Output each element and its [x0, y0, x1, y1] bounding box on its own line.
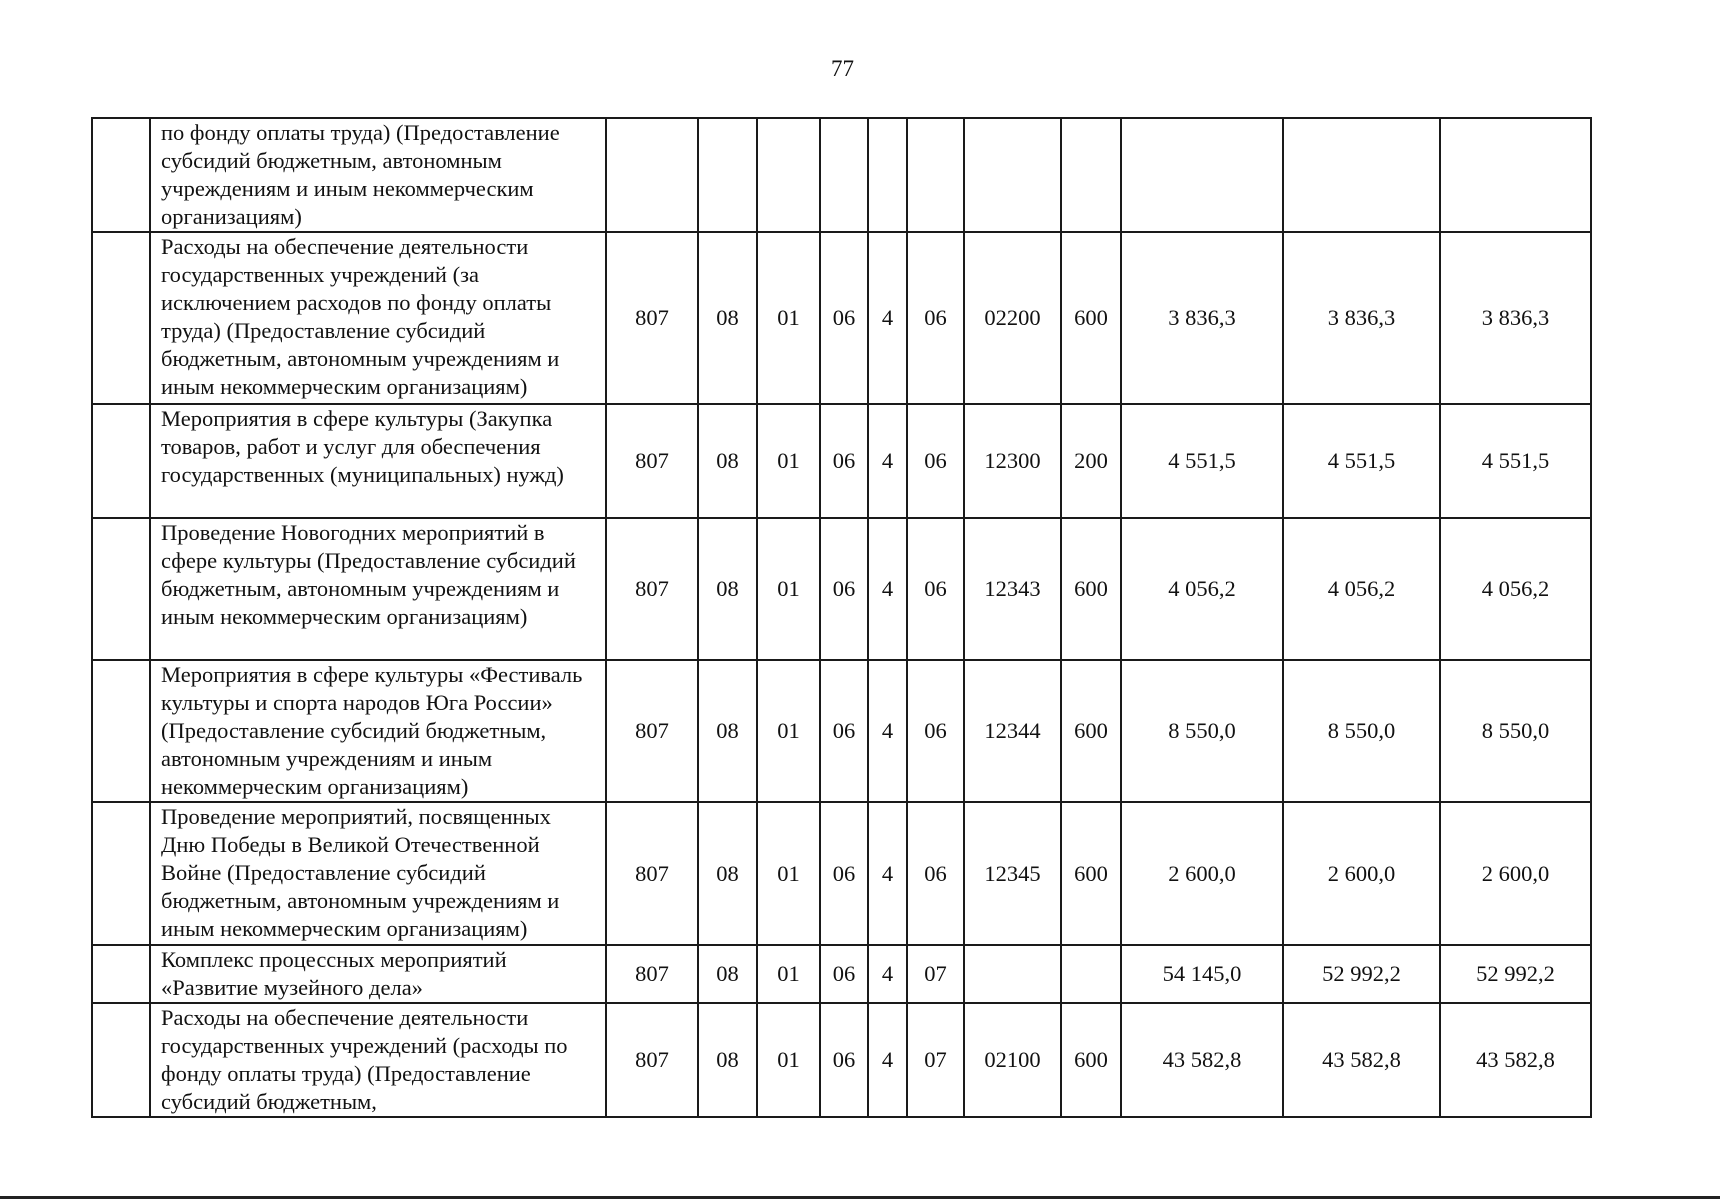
subsection-code: 01: [757, 1003, 820, 1117]
program-type-code: 4: [868, 660, 907, 802]
table-row: [92, 1003, 1591, 1117]
section-code: 08: [698, 404, 757, 518]
amount-year-1: [1121, 118, 1283, 232]
table-row: [92, 802, 1591, 945]
program-code: 06: [820, 802, 868, 945]
row-description: Мероприятия в сфере культуры «Фестиваль культуры и спорта народов Юга России» (Предоставление субсидий бюджетным, автономным учреждениям и иным некоммерческим организациям): [150, 660, 606, 802]
ministry-code: 807: [606, 518, 698, 660]
amount-year-2: 4 056,2: [1283, 518, 1440, 660]
section-code: [698, 118, 757, 232]
program-type-code: 4: [868, 1003, 907, 1117]
complex-code: 06: [907, 518, 964, 660]
row-number-cell: [92, 518, 150, 660]
program-code: 06: [820, 660, 868, 802]
row-description: Расходы на обеспечение деятельности государственных учреждений (расходы по фонду оплаты труда) (Предоставление субсидий бюджетным,: [150, 1003, 606, 1117]
expense-type-code: 600: [1061, 660, 1121, 802]
complex-code: 06: [907, 802, 964, 945]
program-code: 06: [820, 518, 868, 660]
row-description: Проведение Новогодних мероприятий в сфере культуры (Предоставление субсидий бюджетным, автономным учреждениям и иным некоммерческим организациям): [150, 518, 606, 660]
row-number-cell: [92, 660, 150, 802]
table-row: [92, 404, 1591, 518]
amount-year-1: 2 600,0: [1121, 802, 1283, 945]
ministry-code: 807: [606, 802, 698, 945]
table-row: [92, 232, 1591, 404]
amount-year-3: [1440, 118, 1591, 232]
row-number-cell: [92, 1003, 150, 1117]
amount-year-2: 43 582,8: [1283, 1003, 1440, 1117]
subsection-code: 01: [757, 404, 820, 518]
row-number-cell: [92, 802, 150, 945]
amount-year-3: 3 836,3: [1440, 232, 1591, 404]
row-number-cell: [92, 404, 150, 518]
amount-year-2: 52 992,2: [1283, 945, 1440, 1003]
amount-year-3: 2 600,0: [1440, 802, 1591, 945]
program-type-code: [868, 118, 907, 232]
table-row: [92, 660, 1591, 802]
program-code: [820, 118, 868, 232]
row-number-cell: [92, 232, 150, 404]
subsection-code: 01: [757, 232, 820, 404]
program-code: 06: [820, 1003, 868, 1117]
direction-code: [964, 118, 1061, 232]
row-description: по фонду оплаты труда) (Предоставление субсидий бюджетным, автономным учреждениям и иным некоммерческим организациям): [150, 118, 606, 232]
amount-year-1: 43 582,8: [1121, 1003, 1283, 1117]
expense-type-code: 200: [1061, 404, 1121, 518]
program-type-code: 4: [868, 404, 907, 518]
amount-year-2: 4 551,5: [1283, 404, 1440, 518]
ministry-code: [606, 118, 698, 232]
subsection-code: 01: [757, 518, 820, 660]
program-type-code: 4: [868, 518, 907, 660]
complex-code: 06: [907, 404, 964, 518]
complex-code: 07: [907, 945, 964, 1003]
program-code: 06: [820, 232, 868, 404]
ministry-code: 807: [606, 1003, 698, 1117]
amount-year-3: 4 056,2: [1440, 518, 1591, 660]
direction-code: 12345: [964, 802, 1061, 945]
expense-type-code: 600: [1061, 518, 1121, 660]
amount-year-1: 4 056,2: [1121, 518, 1283, 660]
direction-code: 12343: [964, 518, 1061, 660]
amount-year-1: 54 145,0: [1121, 945, 1283, 1003]
scan-edge-line: [0, 1196, 1720, 1199]
direction-code: [964, 945, 1061, 1003]
program-type-code: 4: [868, 945, 907, 1003]
program-type-code: 4: [868, 802, 907, 945]
program-code: 06: [820, 945, 868, 1003]
row-description: Комплекс процессных мероприятий «Развитие музейного дела»: [150, 945, 606, 1003]
ministry-code: 807: [606, 945, 698, 1003]
amount-year-3: 43 582,8: [1440, 1003, 1591, 1117]
amount-year-3: 8 550,0: [1440, 660, 1591, 802]
subsection-code: 01: [757, 802, 820, 945]
subsection-code: 01: [757, 660, 820, 802]
table-row: [92, 945, 1591, 1003]
table-row: [92, 118, 1591, 232]
amount-year-1: 8 550,0: [1121, 660, 1283, 802]
row-description: Проведение мероприятий, посвященных Дню Победы в Великой Отечественной Войне (Предоставление субсидий бюджетным, автономным учреждениям и иным некоммерческим организациям): [150, 802, 606, 945]
ministry-code: 807: [606, 404, 698, 518]
amount-year-2: 3 836,3: [1283, 232, 1440, 404]
section-code: 08: [698, 802, 757, 945]
row-number-cell: [92, 945, 150, 1003]
direction-code: 02100: [964, 1003, 1061, 1117]
section-code: 08: [698, 945, 757, 1003]
complex-code: [907, 118, 964, 232]
direction-code: 02200: [964, 232, 1061, 404]
complex-code: 07: [907, 1003, 964, 1117]
amount-year-3: 52 992,2: [1440, 945, 1591, 1003]
section-code: 08: [698, 660, 757, 802]
section-code: 08: [698, 232, 757, 404]
budget-table: [91, 117, 1592, 1118]
amount-year-3: 4 551,5: [1440, 404, 1591, 518]
complex-code: 06: [907, 232, 964, 404]
ministry-code: 807: [606, 232, 698, 404]
program-type-code: 4: [868, 232, 907, 404]
subsection-code: 01: [757, 945, 820, 1003]
amount-year-2: 8 550,0: [1283, 660, 1440, 802]
direction-code: 12300: [964, 404, 1061, 518]
section-code: 08: [698, 518, 757, 660]
expense-type-code: [1061, 945, 1121, 1003]
amount-year-2: 2 600,0: [1283, 802, 1440, 945]
complex-code: 06: [907, 660, 964, 802]
expense-type-code: 600: [1061, 802, 1121, 945]
ministry-code: 807: [606, 660, 698, 802]
table-row: [92, 518, 1591, 660]
row-number-cell: [92, 118, 150, 232]
program-code: 06: [820, 404, 868, 518]
section-code: 08: [698, 1003, 757, 1117]
amount-year-1: 3 836,3: [1121, 232, 1283, 404]
row-description: Мероприятия в сфере культуры (Закупка товаров, работ и услуг для обеспечения государственных (муниципальных) нужд): [150, 404, 606, 518]
subsection-code: [757, 118, 820, 232]
row-description: Расходы на обеспечение деятельности государственных учреждений (за исключением расходов по фонду оплаты труда) (Предоставление субсидий бюджетным, автономным учреждениям и иным некоммерческим организациям): [150, 232, 606, 404]
amount-year-2: [1283, 118, 1440, 232]
direction-code: 12344: [964, 660, 1061, 802]
expense-type-code: 600: [1061, 1003, 1121, 1117]
expense-type-code: 600: [1061, 232, 1121, 404]
expense-type-code: [1061, 118, 1121, 232]
amount-year-1: 4 551,5: [1121, 404, 1283, 518]
page-number: 77: [831, 56, 854, 81]
